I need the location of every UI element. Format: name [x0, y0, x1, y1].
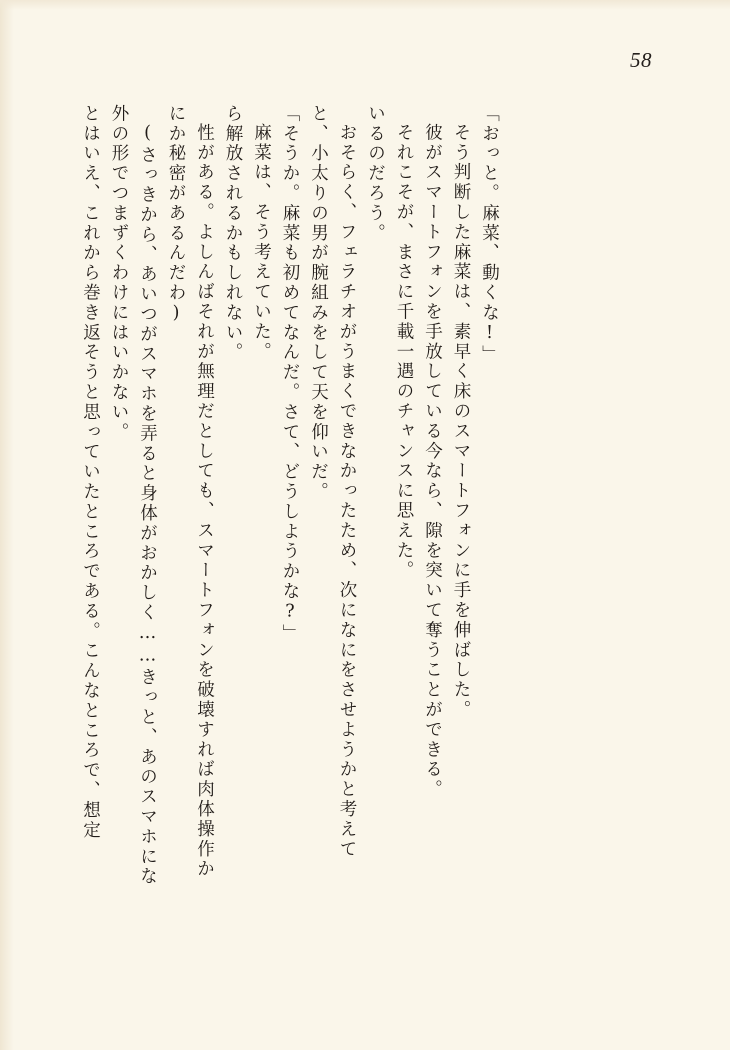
text-column: とはいえ、これから巻き返そうと思っていたところである。こんなところで、想定 [80, 104, 101, 841]
text-column: 「おっと。麻菜、動くな!」 [479, 104, 500, 366]
text-column: 性がある。よしんばそれが無理だとしても、スマートフォンを破壊すれば肉体操作か [194, 123, 215, 880]
vertical-text-block [70, 104, 650, 954]
text-column: それこそが、まさに千載一遇のチャンスに思えた。 [394, 123, 414, 581]
text-column: (さっきから、あいつがスマホを弄ると身体がおかしく……きっと、あのスマホにな [137, 123, 158, 887]
text-column: 麻菜は、そう考えていた。 [251, 123, 272, 362]
text-column: ら解放されるかもしれない。 [223, 104, 243, 363]
text-column: 彼がスマートフォンを手放している今なら、隙を突いて奪うことができる。 [422, 123, 443, 800]
paper-edge-top [0, 0, 730, 10]
paper-edge-left [0, 0, 14, 1050]
text-column: 「そうか。麻菜も初めてなんだ。さて、どうしようかな?」 [280, 104, 300, 644]
text-column: にか秘密があるんだわ) [166, 104, 186, 326]
page-number: 58 [630, 48, 652, 72]
text-column: そう判断した麻菜は、素早く床のスマートフォンに手を伸ばした。 [451, 123, 471, 720]
text-column: 外の形でつまずくわけにはいかない。 [109, 104, 129, 443]
text-column: と、小太りの男が腕組みをして天を仰いだ。 [308, 104, 329, 502]
text-column: いるのだろう。 [365, 104, 386, 244]
text-column: おそらく、フェラチオがうまくできなかったため、次になにをさせようかと考えて [337, 123, 357, 860]
